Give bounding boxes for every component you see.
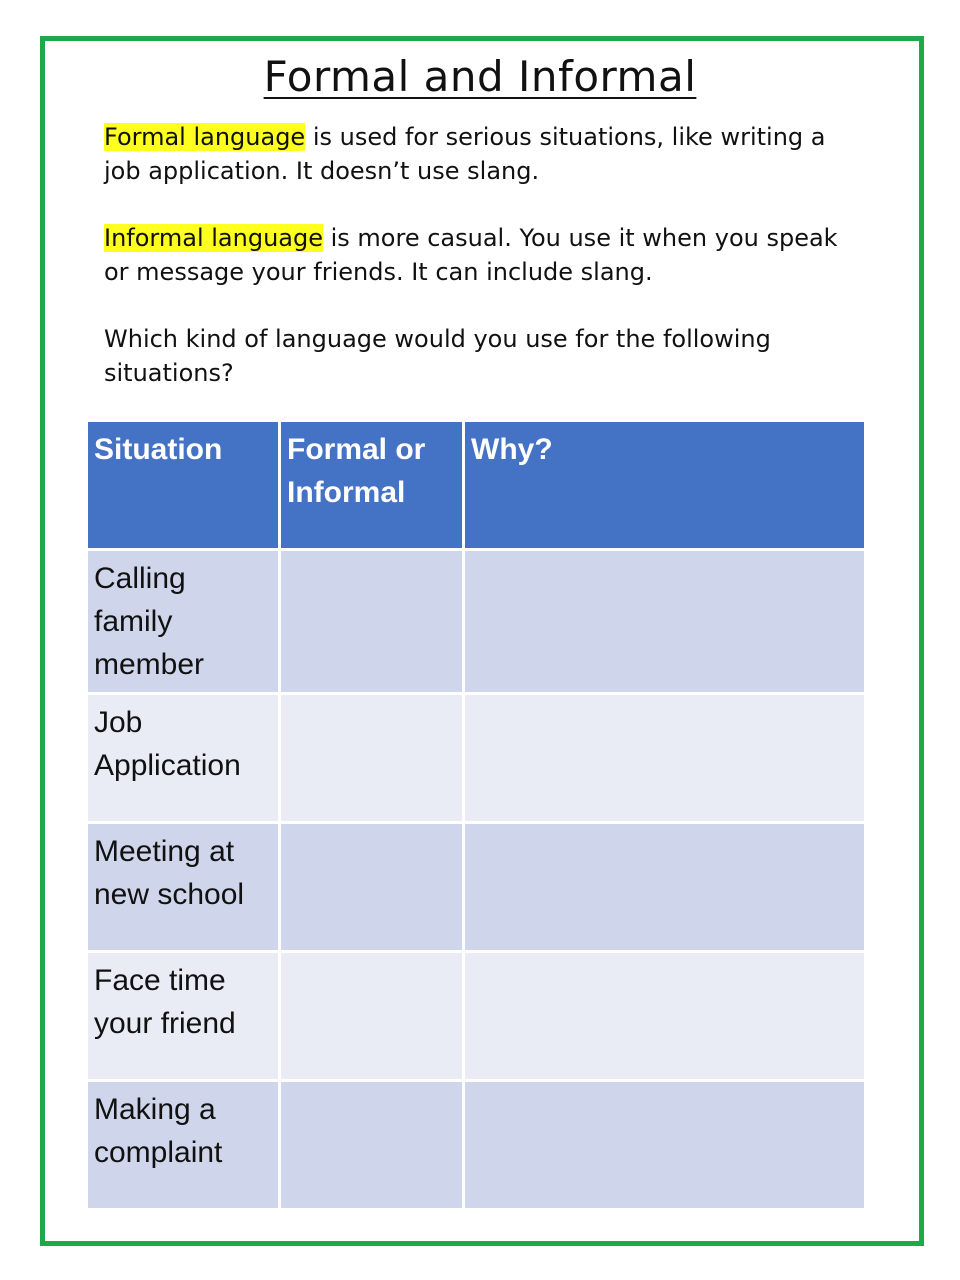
formal-definition-text: is used for serious situations, like writing a job application. It doesn’t use slang. xyxy=(104,123,826,185)
situation-cell: Making a complaint xyxy=(87,1081,280,1210)
table-row xyxy=(87,952,866,1081)
situation-cell: Job Application xyxy=(87,694,280,823)
formal-or-informal-cell[interactable] xyxy=(280,952,464,1081)
title-text: Formal and Informal xyxy=(263,52,697,101)
formal-or-informal-cell[interactable] xyxy=(280,1081,464,1210)
formal-term-highlight: Formal language xyxy=(104,123,306,151)
table-row xyxy=(87,550,866,694)
table-row xyxy=(87,694,866,823)
informal-definition xyxy=(104,221,844,289)
why-cell[interactable] xyxy=(464,550,866,694)
situation-cell: Meeting at new school xyxy=(87,823,280,952)
why-cell[interactable] xyxy=(464,1081,866,1210)
why-cell[interactable] xyxy=(464,823,866,952)
header-why: Why? xyxy=(464,421,866,550)
formal-or-informal-cell[interactable] xyxy=(280,694,464,823)
formal-or-informal-cell[interactable] xyxy=(280,550,464,694)
situation-cell: Calling family member xyxy=(87,550,280,694)
header-formal-or-informal: Formal or Informal xyxy=(280,421,464,550)
formal-or-informal-cell[interactable] xyxy=(280,823,464,952)
situation-cell: Face time your friend xyxy=(87,952,280,1081)
table-header-row xyxy=(87,421,866,550)
table-row xyxy=(87,823,866,952)
header-situation: Situation xyxy=(87,421,280,550)
worksheet-title xyxy=(0,52,960,101)
informal-term-highlight: Informal language xyxy=(104,224,323,252)
table-row xyxy=(87,1081,866,1210)
why-cell[interactable] xyxy=(464,694,866,823)
formal-definition xyxy=(104,120,844,188)
informal-definition-text: is more casual. You use it when you speak or message your friends. It can include slang. xyxy=(104,224,838,286)
situations-table xyxy=(85,419,867,1211)
why-cell[interactable] xyxy=(464,952,866,1081)
question-prompt: Which kind of language would you use for the following situations? xyxy=(104,325,771,387)
